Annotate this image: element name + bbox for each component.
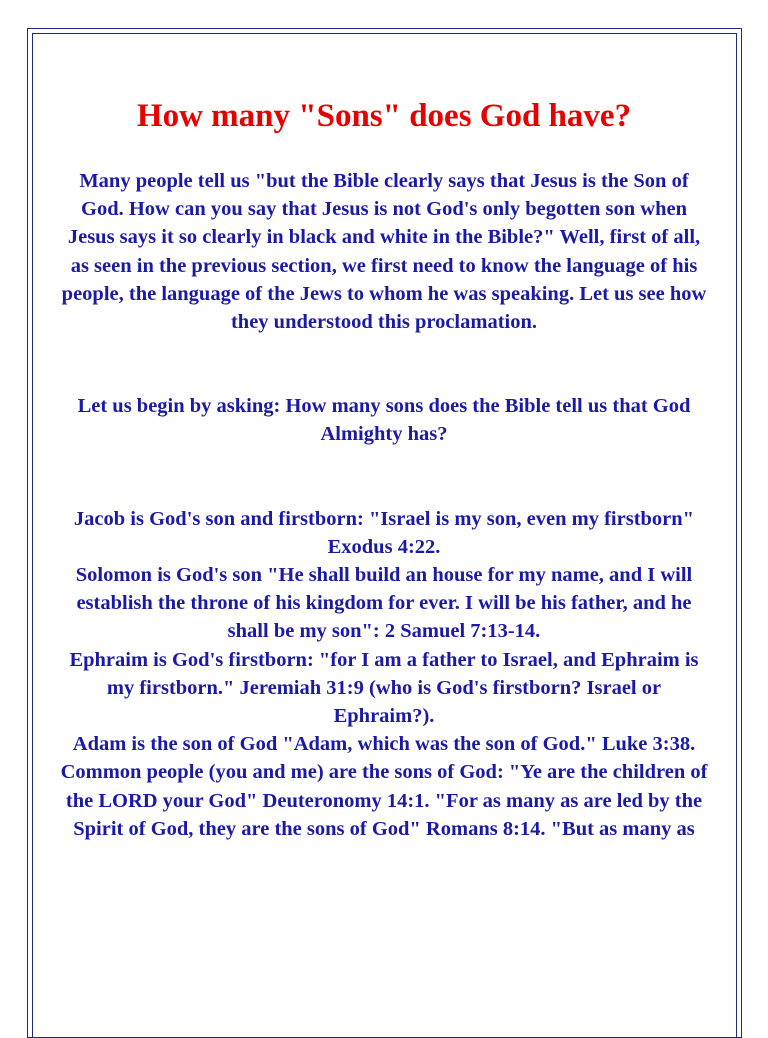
verse-common-people: Common people (you and me) are the sons of God: "Ye are the children of the LORD your God" Deuteronomy 14:1. "For as many as are led by the Spirit of God, they are the sons of God" Romans 8:14. "But as many as bbox=[60, 761, 708, 840]
question-paragraph: Let us begin by asking: How many sons does the Bible tell us that God Almighty has? bbox=[77, 395, 691, 446]
verse-jacob: Jacob is God's son and firstborn: "Israel is my son, even my firstborn" Exodus 4:22. bbox=[73, 507, 695, 558]
intro-paragraph: Many people tell us "but the Bible clearly says that Jesus is the Son of God. How can you say that Jesus is not God's only begotten son when Jesus says it so clearly in black and white in the Bible?" Well, first of all, as seen in the previous section, we first need to know the language of his people, the language of the Jews to whom he was speaking. Let us see how they understood this proclamation. bbox=[61, 170, 707, 334]
verse-ephraim: Ephraim is God's firstborn: "for I am a father to Israel, and Ephraim is my firstborn." Jeremiah 31:9 (who is God's firstborn? Israel or Ephraim?). bbox=[69, 648, 699, 728]
verse-list bbox=[58, 505, 710, 843]
verse-adam: Adam is the son of God "Adam, which was the son of God." Luke 3:38. bbox=[72, 733, 696, 756]
verse-solomon: Solomon is God's son "He shall build an house for my name, and I will establish the throne of his kingdom for ever. I will be his father, and he shall be my son": 2 Samuel 7:13-14. bbox=[75, 564, 693, 643]
document-body bbox=[58, 93, 710, 843]
page-title: How many "Sons" does God have? bbox=[136, 98, 632, 134]
